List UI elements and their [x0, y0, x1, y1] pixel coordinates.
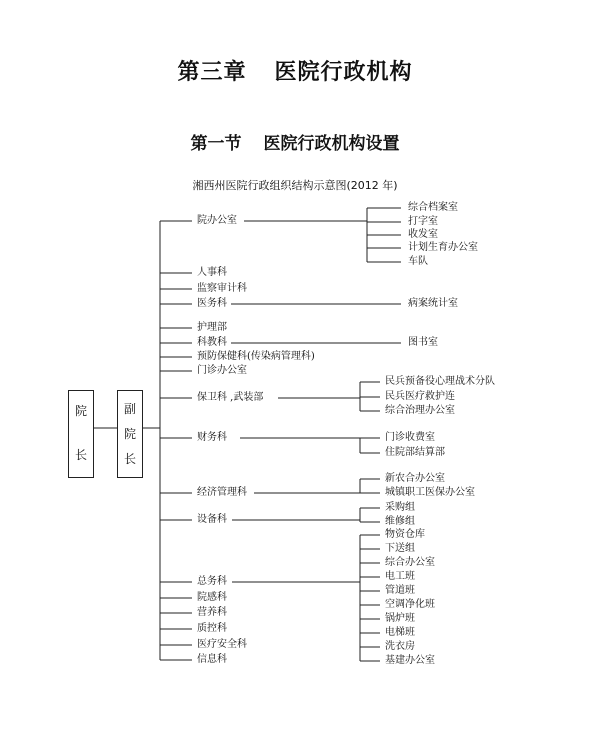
subunit-label: 门诊收费室: [385, 432, 435, 443]
department-label: 财务科: [197, 432, 227, 443]
department-label: 营养科: [197, 607, 227, 618]
section-title: 医院行政机构设置: [263, 134, 400, 154]
president-box: [68, 390, 94, 478]
subunit-label: 综合办公室: [385, 557, 435, 568]
department-label: 设备科: [197, 514, 227, 525]
department-label: 监察审计科: [197, 283, 247, 294]
president-char: 院: [74, 404, 87, 418]
department-label: 门诊办公室: [197, 365, 247, 376]
subunit-label: 下送组: [385, 543, 415, 554]
subunit-label: 管道班: [385, 585, 415, 596]
department-label: 科教科: [197, 337, 227, 348]
subunit-label: 新农合办公室: [385, 473, 445, 484]
vice-president-box: [117, 390, 143, 478]
section-number: 第一节: [190, 134, 242, 154]
department-label: 院办公室: [197, 215, 237, 226]
subunit-label: 收发室: [408, 229, 438, 240]
subunit-label: 计划生育办公室: [408, 242, 478, 253]
subunit-label: 基建办公室: [385, 655, 435, 666]
department-label: 医疗安全科: [197, 639, 247, 650]
subunit-label: 车队: [408, 256, 428, 267]
department-label: 保卫科 ,武装部: [197, 392, 264, 403]
subunit-label: 打字室: [408, 216, 438, 227]
president-char: 长: [74, 448, 87, 462]
subunit-label: 民兵医疗救护连: [385, 391, 455, 402]
subunit-label: 空调净化班: [385, 599, 435, 610]
vice-president-char: 长: [123, 452, 136, 466]
subunit-label: 综合档案室: [408, 202, 458, 213]
department-label: 经济管理科: [197, 487, 247, 498]
department-label: 总务科: [197, 576, 227, 587]
department-label: 信息科: [197, 654, 227, 665]
subunit-label: 电工班: [385, 571, 415, 582]
subunit-label: 综合治理办公室: [385, 405, 455, 416]
department-label: 人事科: [197, 267, 227, 278]
figure-caption: 湘西州医院行政组织结构示意图(2012 年): [192, 179, 398, 192]
subunit-label: 电梯班: [385, 627, 415, 638]
subunit-label: 维修组: [385, 516, 415, 527]
department-label: 质控科: [197, 623, 227, 634]
vice-president-char: 院: [123, 427, 136, 441]
chapter-number: 第三章: [177, 60, 247, 85]
department-label: 护理部: [197, 322, 227, 333]
subunit-label: 物资仓库: [385, 529, 425, 540]
subunit-label: 住院部结算部: [385, 447, 445, 458]
subunit-label: 城镇职工医保办公室: [385, 487, 475, 498]
vice-president-char: 副: [123, 402, 136, 416]
subunit-label: 图书室: [408, 337, 438, 348]
subunit-label: 采购组: [385, 502, 415, 513]
subunit-label: 洗衣房: [385, 641, 415, 652]
department-label: 预防保健科(传染病管理科): [197, 351, 315, 362]
subunit-label: 锅炉班: [385, 613, 415, 624]
department-label: 医务科: [197, 298, 227, 309]
subunit-label: 民兵预备役心理战术分队: [385, 376, 495, 387]
chapter-title: 医院行政机构: [274, 60, 413, 85]
department-label: 院感科: [197, 592, 227, 603]
subunit-label: 病案统计室: [408, 298, 458, 309]
